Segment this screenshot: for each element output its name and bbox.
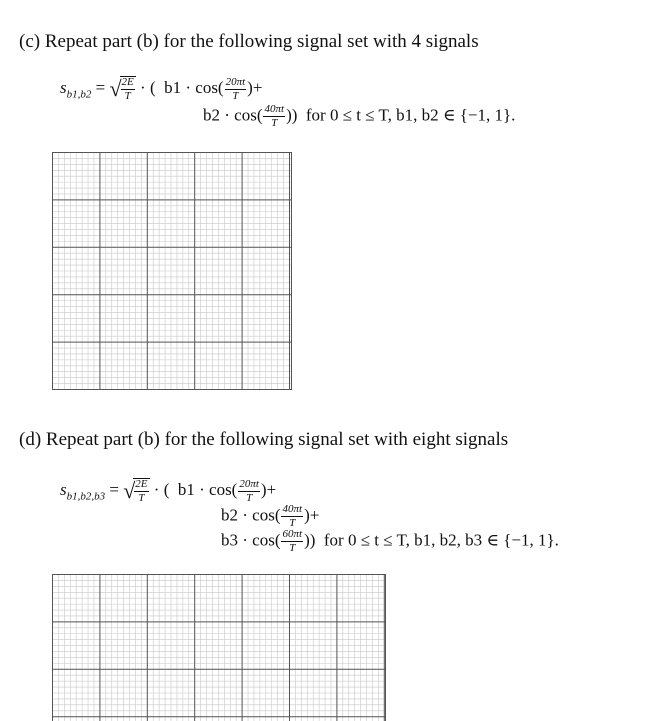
part-c-term2-den: T <box>271 117 278 129</box>
part-d-lhs: s <box>60 479 67 499</box>
part-c-label: (c) <box>19 31 41 52</box>
part-d-sqrt-num: 2E <box>135 478 148 490</box>
part-c-term1-tail: )+ <box>247 77 263 97</box>
part-d-term3: b3 · cos( <box>221 530 281 550</box>
part-d-term2-num: 40πt <box>282 503 303 515</box>
part-c-term2-num: 40πt <box>264 103 285 115</box>
part-d-term1-den: T <box>246 491 253 504</box>
part-c-text: Repeat part (b) for the following signal set with 4 signals <box>44 31 479 52</box>
part-d-heading <box>19 429 508 451</box>
part-d-lhs-sub: b1,b2,b3 <box>66 490 106 503</box>
part-d-sqrt-den: T <box>138 492 145 504</box>
part-c-sqrt-den: T <box>124 90 131 102</box>
part-d-equation-line1: $s_{b1,b2,b3}$ = √ $\frac{2E}{T}$ · ( b1 · cos( $\frac{20\pi t}{T}$ )+ <box>60 477 277 504</box>
part-d-term3-den: T <box>289 542 296 554</box>
part-c-condition: for 0 ≤ t ≤ T, b1, b2 ∈ {−1, 1}. <box>305 105 516 125</box>
part-d-text: Repeat part (b) for the following signal set with eight signals <box>45 429 509 450</box>
part-d-equation-line3 <box>221 529 559 554</box>
part-c-sqrt: √ $\frac{2E}{T}$ <box>109 76 134 102</box>
part-c-lhs: s <box>60 77 67 97</box>
part-d-term2-tail: )+ <box>304 505 320 525</box>
part-d-term3-num: 60πt <box>282 528 303 540</box>
part-d-graph-paper <box>52 574 386 721</box>
part-c-term1: b1 · cos( <box>164 77 224 97</box>
part-c-term1-den: T <box>232 89 239 102</box>
part-c-heading <box>19 31 479 53</box>
part-d-equation-line2 <box>221 504 319 529</box>
part-c-equation-line1: $s_{b1,b2}$ = √ $\frac{2E}{T}$ · ( b1 · cos( $\frac{20\pi t}{T}$ )+ <box>60 75 263 102</box>
part-d-term3-tail: )) <box>304 530 316 550</box>
part-c-graph-paper <box>52 152 292 390</box>
part-c-sqrt-num: 2E <box>121 76 134 88</box>
part-d-sqrt: √ $\frac{2E}{T}$ <box>123 478 148 504</box>
part-d-term1: b1 · cos( <box>177 479 238 499</box>
part-d-grid <box>52 574 386 721</box>
part-c-term1-num: 20πt <box>225 75 246 88</box>
part-c-lhs-sub: b1,b2 <box>66 88 92 101</box>
part-d-label: (d) <box>19 429 42 450</box>
part-c-grid <box>52 152 292 390</box>
part-d-term1-num: 20πt <box>239 477 259 490</box>
part-d-term2: b2 · cos( <box>221 505 281 525</box>
part-d-condition: for 0 ≤ t ≤ T, b1, b2, b3 ∈ {−1, 1}. <box>323 530 559 550</box>
part-c-term2-tail: )) <box>286 105 298 125</box>
part-d-term2-den: T <box>289 517 296 529</box>
part-d-term1-tail: )+ <box>260 479 277 499</box>
part-c-term2: b2 · cos( <box>203 105 263 125</box>
part-c-equation-line2 <box>203 104 515 129</box>
